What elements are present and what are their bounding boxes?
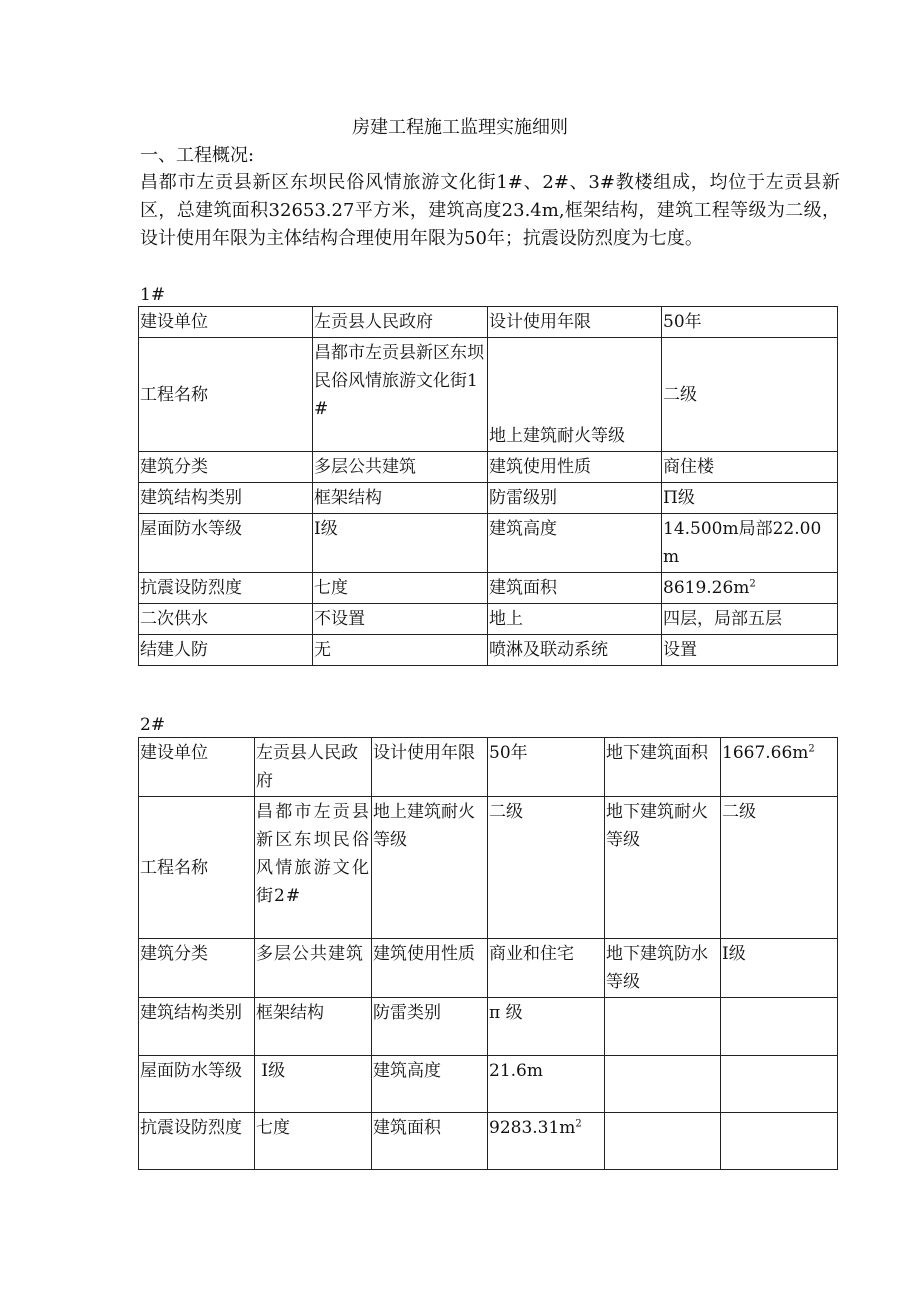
table-cell: 昌都市左贡县新区东坝民俗风情旅游文化街2# [255,797,372,939]
table-cell: 工程名称 [139,338,313,452]
table-row [139,604,838,635]
table-cell: 屋面防水等级 [139,514,313,573]
table-cell: 建筑使用性质 [372,939,488,998]
table-cell: 喷淋及联动系统 [488,635,662,666]
table-cell: I级 [255,1056,372,1113]
table-row [139,1056,838,1113]
table-cell: 防雷级别 [488,483,662,514]
table-cell: 14.500m局部22.00m [662,514,838,573]
table-cell: 七度 [255,1113,372,1170]
table-cell: 工程名称 [139,797,255,939]
table-cell: 建筑面积 [488,573,662,604]
table-cell: 21.6m [488,1056,605,1113]
table-cell: I级 [313,514,488,573]
table-cell: 商住楼 [662,452,838,483]
table-row [139,338,838,452]
table-row [139,452,838,483]
table-cell: 建筑使用性质 [488,452,662,483]
table-cell: 多层公共建筑 [255,939,372,998]
table-cell: 左贡县人民政府 [255,738,372,797]
area-unit-superscript: 2 [749,578,756,590]
table-row [139,483,838,514]
table-cell: 50年 [488,738,605,797]
overview-paragraph: 昌都市左贡县新区东坝民俗风情旅游文化街1#、2#、3#教楼组成，均位于左贡县新区，总建筑面积32653.27平方米，建筑高度23.4m,框架结构，建筑工程等级为二级，设计使用年限为主体结构合理使用年限为50年；抗震设防烈度为七度。 [140,172,840,249]
table-cell: 防雷类别 [372,998,488,1056]
table-cell: 多层公共建筑 [313,452,488,483]
table-cell: 框架结构 [255,998,372,1056]
table-cell [488,1113,605,1170]
table-cell: 框架结构 [313,483,488,514]
section-heading: 一、工程概况: [140,145,255,166]
table-cell: 昌都市左贡县新区东坝民俗风情旅游文化街1# [313,338,488,452]
table-cell: 二级 [488,797,605,939]
table-cell: 地下建筑防水等级 [605,939,721,998]
table-cell: 四层，局部五层 [662,604,838,635]
area-unit-superscript: 2 [575,1118,582,1130]
table2-label: 2# [140,715,166,735]
table-cell: 设计使用年限 [488,307,662,338]
table-cell: 建筑结构类别 [139,483,313,514]
area-unit-superscript: 2 [808,743,815,755]
table-cell: 结建人防 [139,635,313,666]
table-cell: 屋面防水等级 [139,1056,255,1113]
table-cell: 建筑高度 [488,514,662,573]
document-title: 房建工程施工监理实施细则 [352,117,568,138]
table-cell [721,1056,838,1113]
table-row [139,738,838,797]
table-cell: 建筑面积 [372,1113,488,1170]
table-cell: 七度 [313,573,488,604]
table-cell: 建设单位 [139,307,313,338]
table-cell: 建筑高度 [372,1056,488,1113]
table-cell: 商业和住宅 [488,939,605,998]
table-cell: 二级 [662,338,838,452]
table-cell [605,1056,721,1113]
table-cell [721,738,838,797]
table2 [138,737,838,1170]
table-cell: 二级 [721,797,838,939]
table-row [139,573,838,604]
table-cell: 50年 [662,307,838,338]
table-cell: 无 [313,635,488,666]
table-cell: Π级 [662,483,838,514]
table-row [139,635,838,666]
table-cell [721,1113,838,1170]
table-cell [605,998,721,1056]
table-cell [721,998,838,1056]
table-cell: 左贡县人民政府 [313,307,488,338]
table-cell [605,1113,721,1170]
table-cell: 抗震设防烈度 [139,1113,255,1170]
table-row [139,307,838,338]
table1-label: 1# [140,285,166,305]
table-cell: 二次供水 [139,604,313,635]
table-cell: 建筑分类 [139,452,313,483]
table-cell: 设置 [662,635,838,666]
table-row [139,1113,838,1170]
table-cell: 建筑结构类别 [139,998,255,1056]
table-cell: I级 [721,939,838,998]
table-cell: 地上 [488,604,662,635]
table-cell: π 级 [488,998,605,1056]
table-row [139,939,838,998]
table-row [139,797,838,939]
table-row [139,998,838,1056]
table-cell: 地下建筑面积 [605,738,721,797]
area-value: 8619.26m [663,578,750,598]
table-cell: 建筑分类 [139,939,255,998]
table-row [139,514,838,573]
table-cell: 地上建筑耐火等级 [488,338,662,452]
table-cell: 地下建筑耐火等级 [605,797,721,939]
table-cell: 不设置 [313,604,488,635]
table-cell: 设计使用年限 [372,738,488,797]
table1 [138,306,838,666]
table-cell: 地上建筑耐火等级 [372,797,488,939]
table-cell: 抗震设防烈度 [139,573,313,604]
table-cell: 建设单位 [139,738,255,797]
table-cell [662,573,838,604]
basement-area-value: 1667.66m [722,743,809,763]
area-value: 9283.31m [489,1118,576,1138]
